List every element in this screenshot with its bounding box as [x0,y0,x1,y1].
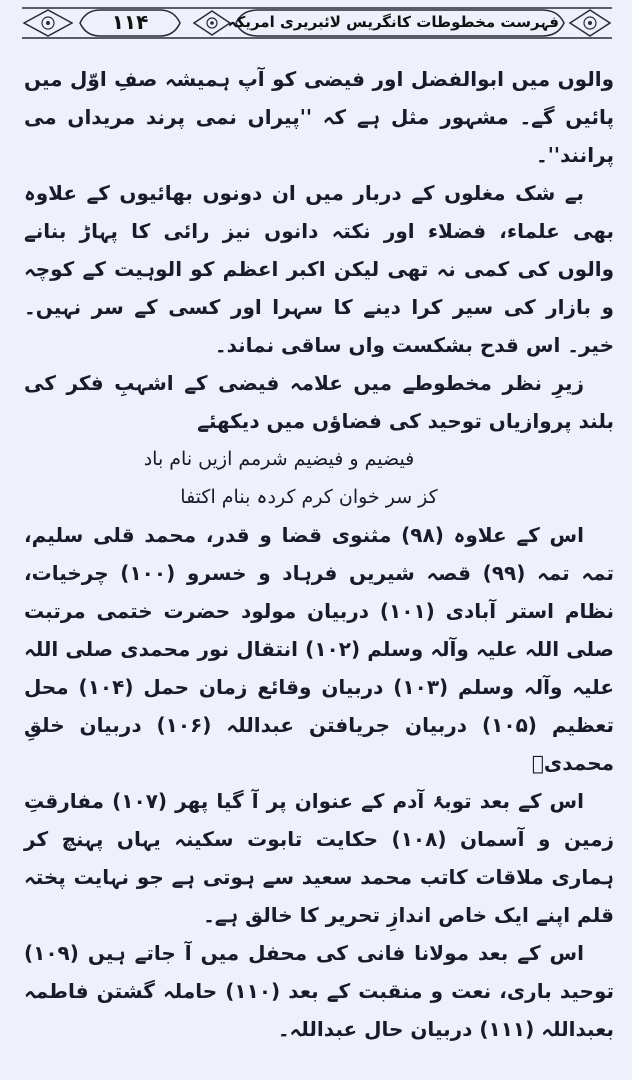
verse-line-2: کز سر خوان کرم کردہ بنام اکتفا [180,486,438,508]
paragraph-1: والوں میں ابوالفضل اور فیضی کو آپ ہمیشہ صفِ اوّل میں پائیں گے۔ مشہور مثل ہے کہ ''پیراں نمی پرند مریداں می پرانند''۔ [24,67,614,167]
paragraph-4: اس کے علاوہ (۹۸) مثنوی قضا و قدر، محمد قلی سلیم، تمہ تمہ (۹۹) قصہ شیریں فرہاد و خسرو (۱۰۰) چرخیات، نظام استر آبادی (۱۰۱) دربیان مولود حضرت ختمی مرتبت صلی اللہ علیہ وآلہ وسلم (۱۰۲) انتقال نور محمدی صلی اللہ علیہ وآلہ وسلم (۱۰۳) دربیان وقائع زمان حمل (۱۰۴) محل تعظیم (۱۰۵) دربیان جریافتن عبداللہ (۱۰۶) دربیان خلقِ محمدیؐ [24,523,614,775]
running-title: فہرست مخطوطات کانگریس لائبریری امریکہ [227,13,559,31]
left-ornament-icon [24,10,72,36]
persian-verse [24,440,614,516]
paragraph-5: اس کے بعد توبۂ آدم کے عنوان پر آ گیا پھر (۱۰۷) مفارقتِ زمین و آسمان (۱۰۸) حکایت تابوت سکینہ یہاں پہنچ کر ہماری ملاقات کاتب محمد سعید سے ہوتی ہے جو نہایت پختہ قلم اپنے ایک خاص اندازِ تحریر کا خالق ہے۔ [24,789,615,927]
page-number: ۱۱۴ [111,10,149,34]
main-text [24,60,614,1048]
right-ornament-icon [570,10,610,36]
paragraph-2: بے شک مغلوں کے دربار میں ان دونوں بھائیوں کے علاوہ بھی علماء، فضلاء اور نکتہ دانوں نیز رائی کا پہاڑ بنانے والوں کی کمی نہ تھی لیکن اکبر اعظم کو الوہیت کے کوچہ و بازار کی سیر کرا دینے کا سہرا اور کسی کے سر نہیں۔ خیر۔ اس قدح بشکست واں ساقی نماند۔ [24,181,614,357]
middle-ornament-icon [194,11,230,35]
paragraph-6: اس کے بعد مولانا فانی کی محفل میں آ جاتے ہیں (۱۰۹) توحید باری، نعت و منقبت کے بعد (۱۱۰) حاملہ گشتن فاطمہ بعبداللہ (۱۱۱) دربیان حال عبداللہ۔ [24,941,615,1041]
verse-line-1: فیضیم و فیضیم شرمم ازیں نام باد [143,448,415,470]
page-header [14,2,620,44]
paragraph-3: زیرِ نظر مخطوطے میں علامہ فیضی کے اشہبِ فکر کی بلند پروازیاں توحید کی فضاؤں میں دیکھئے [24,371,614,433]
